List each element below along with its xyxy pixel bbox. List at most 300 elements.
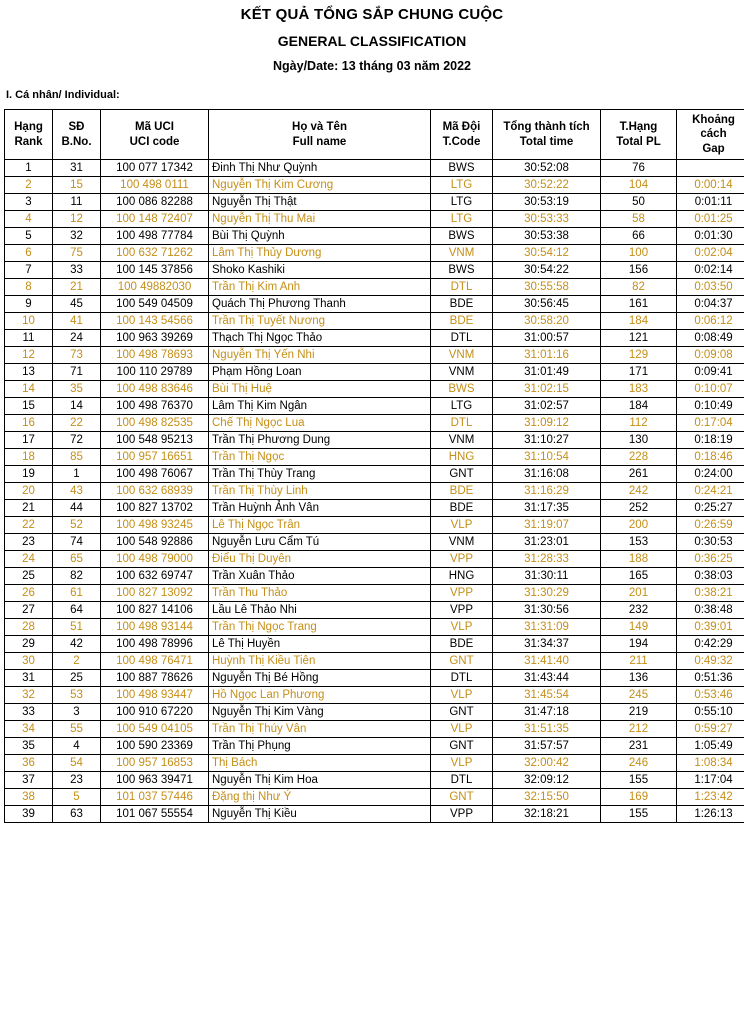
cell-total-pl: 155 [601,806,677,823]
cell-rank: 15 [5,398,53,415]
cell-gap: 0:00:14 [677,177,744,194]
cell-rank: 37 [5,772,53,789]
cell-rank: 10 [5,313,53,330]
cell-team: VPP [431,585,493,602]
cell-total-time: 31:57:57 [493,738,601,755]
column-header-name-line1: Họ và Tên [292,121,347,134]
cell-total-pl: 232 [601,602,677,619]
cell-name: Trần Thị Phụng [209,738,431,755]
cell-team: BWS [431,160,493,177]
cell-bib: 25 [53,670,101,687]
cell-uci: 100 498 78693 [101,347,209,364]
cell-total-pl: 156 [601,262,677,279]
column-header-bib-line1: SĐ [68,121,85,134]
cell-team: VPP [431,806,493,823]
cell-gap: 0:39:01 [677,619,744,636]
cell-bib: 31 [53,160,101,177]
cell-total-time: 31:10:54 [493,449,601,466]
table-row [5,160,744,177]
cell-total-pl: 169 [601,789,677,806]
cell-total-pl: 129 [601,347,677,364]
column-header-total-pl-line1: T.Hạng [619,121,658,134]
column-header-rank-line2: Rank [14,135,43,148]
cell-uci: 100 498 83646 [101,381,209,398]
cell-rank: 1 [5,160,53,177]
cell-uci: 100 145 37856 [101,262,209,279]
cell-name: Trần Thị Thùy Linh [209,483,431,500]
cell-rank: 17 [5,432,53,449]
cell-team: VNM [431,245,493,262]
cell-rank: 12 [5,347,53,364]
cell-total-time: 31:23:01 [493,534,601,551]
cell-total-time: 31:10:27 [493,432,601,449]
cell-team: BDE [431,636,493,653]
cell-rank: 18 [5,449,53,466]
cell-name: Thị Bách [209,755,431,772]
cell-team: DTL [431,330,493,347]
cell-name: Nguyễn Thị Kiều [209,806,431,823]
cell-name: Trần Thị Thùy Trang [209,466,431,483]
cell-bib: 42 [53,636,101,653]
cell-rank: 36 [5,755,53,772]
cell-name: Trần Huỳnh Ảnh Vân [209,500,431,517]
cell-rank: 3 [5,194,53,211]
cell-total-time: 31:43:44 [493,670,601,687]
table-body [5,160,744,823]
cell-uci: 100 887 78626 [101,670,209,687]
cell-total-pl: 136 [601,670,677,687]
cell-total-pl: 194 [601,636,677,653]
cell-name: Shoko Kashiki [209,262,431,279]
cell-name: Trần Xuân Thảo [209,568,431,585]
cell-total-time: 30:53:19 [493,194,601,211]
cell-total-time: 31:02:15 [493,381,601,398]
cell-uci: 100 110 29789 [101,364,209,381]
cell-bib: 32 [53,228,101,245]
cell-total-pl: 252 [601,500,677,517]
cell-total-time: 30:55:58 [493,279,601,296]
cell-total-time: 31:41:40 [493,653,601,670]
cell-total-pl: 261 [601,466,677,483]
cell-gap: 0:25:27 [677,500,744,517]
cell-rank: 14 [5,381,53,398]
cell-total-pl: 100 [601,245,677,262]
cell-uci: 100 548 95213 [101,432,209,449]
cell-total-pl: 184 [601,313,677,330]
cell-rank: 11 [5,330,53,347]
cell-total-pl: 165 [601,568,677,585]
cell-team: GNT [431,704,493,721]
cell-bib: 55 [53,721,101,738]
cell-gap: 0:08:49 [677,330,744,347]
cell-gap: 0:09:41 [677,364,744,381]
cell-bib: 23 [53,772,101,789]
cell-total-time: 31:17:35 [493,500,601,517]
table-row [5,381,744,398]
cell-team: BDE [431,296,493,313]
column-header-time-line1: Tổng thành tích [503,121,590,134]
cell-name: Lầu Lê Thảo Nhi [209,602,431,619]
table-row [5,177,744,194]
cell-bib: 35 [53,381,101,398]
cell-bib: 4 [53,738,101,755]
cell-uci: 100 590 23369 [101,738,209,755]
cell-team: BDE [431,313,493,330]
cell-total-time: 31:30:56 [493,602,601,619]
cell-bib: 82 [53,568,101,585]
cell-name: Điểu Thị Duyên [209,551,431,568]
cell-total-time: 31:47:18 [493,704,601,721]
cell-uci: 100 963 39471 [101,772,209,789]
cell-bib: 1 [53,466,101,483]
cell-bib: 22 [53,415,101,432]
table-row [5,262,744,279]
cell-rank: 32 [5,687,53,704]
column-header-gap-line2: cách [700,128,727,141]
table-row [5,534,744,551]
cell-name: Phạm Hồng Loan [209,364,431,381]
cell-team: LTG [431,177,493,194]
table-row [5,721,744,738]
cell-uci: 100 632 71262 [101,245,209,262]
cell-total-time: 32:18:21 [493,806,601,823]
cell-total-pl: 212 [601,721,677,738]
cell-uci: 100 549 04509 [101,296,209,313]
table-row [5,687,744,704]
cell-gap: 0:03:50 [677,279,744,296]
cell-uci: 100 827 14106 [101,602,209,619]
cell-rank: 27 [5,602,53,619]
cell-team: VLP [431,755,493,772]
cell-total-pl: 228 [601,449,677,466]
cell-bib: 43 [53,483,101,500]
column-header-team-line1: Mã Đội [442,121,481,134]
cell-team: VLP [431,721,493,738]
cell-bib: 2 [53,653,101,670]
cell-bib: 72 [53,432,101,449]
cell-gap: 0:42:29 [677,636,744,653]
cell-rank: 24 [5,551,53,568]
table-row [5,551,744,568]
cell-rank: 5 [5,228,53,245]
cell-team: VLP [431,687,493,704]
document-date: Ngày/Date: 13 tháng 03 năm 2022 [273,59,471,73]
cell-team: VNM [431,347,493,364]
table-row [5,653,744,670]
cell-name: Quách Thị Phương Thanh [209,296,431,313]
cell-uci: 100 827 13702 [101,500,209,517]
cell-name: Đặng thị Như Ý [209,789,431,806]
cell-bib: 12 [53,211,101,228]
cell-team: VNM [431,432,493,449]
cell-rank: 25 [5,568,53,585]
cell-name: Lê Thị Huyền [209,636,431,653]
cell-name: Nguyễn Thị Bé Hồng [209,670,431,687]
cell-team: VLP [431,619,493,636]
table-row [5,772,744,789]
cell-rank: 8 [5,279,53,296]
table-row [5,789,744,806]
cell-team: BDE [431,500,493,517]
column-header-total-pl [601,110,677,160]
cell-total-pl: 200 [601,517,677,534]
cell-bib: 5 [53,789,101,806]
cell-gap: 0:10:07 [677,381,744,398]
cell-total-time: 31:51:35 [493,721,601,738]
cell-rank: 16 [5,415,53,432]
cell-rank: 29 [5,636,53,653]
cell-uci: 100 148 72407 [101,211,209,228]
cell-total-pl: 153 [601,534,677,551]
cell-name: Hồ Ngọc Lan Phương [209,687,431,704]
cell-name: Đinh Thị Như Quỳnh [209,160,431,177]
cell-bib: 14 [53,398,101,415]
column-header-team [431,110,493,160]
cell-total-time: 31:45:54 [493,687,601,704]
cell-uci: 100 077 17342 [101,160,209,177]
cell-total-time: 30:53:38 [493,228,601,245]
cell-total-time: 31:30:29 [493,585,601,602]
column-header-uci [101,110,209,160]
cell-total-pl: 245 [601,687,677,704]
cell-bib: 52 [53,517,101,534]
cell-total-time: 31:31:09 [493,619,601,636]
cell-name: Nguyễn Thị Kim Vàng [209,704,431,721]
cell-name: Trần Thị Tuyết Nương [209,313,431,330]
cell-total-pl: 219 [601,704,677,721]
cell-uci: 100 498 76471 [101,653,209,670]
cell-gap: 0:06:12 [677,313,744,330]
document-header [0,0,744,73]
cell-total-time: 32:09:12 [493,772,601,789]
table-row [5,806,744,823]
cell-rank: 30 [5,653,53,670]
cell-gap: 0:24:21 [677,483,744,500]
column-header-name-line2: Full name [292,135,347,148]
cell-name: Bùi Thị Quỳnh [209,228,431,245]
cell-total-pl: 155 [601,772,677,789]
table-row [5,211,744,228]
table-row [5,347,744,364]
cell-rank: 38 [5,789,53,806]
table-row [5,517,744,534]
cell-uci: 100 086 82288 [101,194,209,211]
column-header-total-pl-line2: Total PL [616,135,661,148]
cell-name: Trần Thị Ngọc Trang [209,619,431,636]
column-header-uci-line1: Mã UCI [135,121,174,134]
cell-team: GNT [431,466,493,483]
cell-name: Trần Thị Ngọc [209,449,431,466]
cell-name: Nguyễn Thị Kim Hoa [209,772,431,789]
cell-gap: 0:02:14 [677,262,744,279]
cell-total-time: 31:16:08 [493,466,601,483]
page-title-en: GENERAL CLASSIFICATION [277,33,467,49]
table-row [5,619,744,636]
table-row [5,330,744,347]
cell-rank: 19 [5,466,53,483]
cell-gap: 0:10:49 [677,398,744,415]
cell-team: BWS [431,262,493,279]
table-row [5,449,744,466]
cell-uci: 100 963 39269 [101,330,209,347]
table-header [5,110,744,160]
cell-rank: 39 [5,806,53,823]
cell-total-time: 30:54:12 [493,245,601,262]
cell-gap: 0:09:08 [677,347,744,364]
cell-gap: 1:05:49 [677,738,744,755]
cell-gap: 0:18:19 [677,432,744,449]
column-header-rank-line1: Hạng [14,121,43,134]
cell-total-pl: 104 [601,177,677,194]
cell-gap: 0:36:25 [677,551,744,568]
cell-total-time: 31:16:29 [493,483,601,500]
results-table [4,109,744,823]
cell-gap: 0:51:36 [677,670,744,687]
cell-uci: 100 548 92886 [101,534,209,551]
cell-gap: 0:01:11 [677,194,744,211]
cell-total-time: 31:01:49 [493,364,601,381]
cell-bib: 15 [53,177,101,194]
cell-team: BWS [431,228,493,245]
cell-uci: 100 498 76067 [101,466,209,483]
table-row [5,500,744,517]
cell-bib: 33 [53,262,101,279]
cell-total-time: 30:56:45 [493,296,601,313]
cell-rank: 31 [5,670,53,687]
cell-name: Trần Thị Phương Dung [209,432,431,449]
table-row [5,279,744,296]
section-label-individual: I. Cá nhân/ Individual: [6,89,120,101]
cell-total-pl: 183 [601,381,677,398]
cell-name: Nguyễn Thị Thật [209,194,431,211]
cell-gap: 0:38:21 [677,585,744,602]
cell-gap: 1:26:13 [677,806,744,823]
cell-bib: 65 [53,551,101,568]
cell-bib: 74 [53,534,101,551]
cell-gap: 0:53:46 [677,687,744,704]
cell-total-pl: 188 [601,551,677,568]
cell-uci: 101 067 55554 [101,806,209,823]
cell-uci: 100 957 16651 [101,449,209,466]
cell-team: VPP [431,602,493,619]
cell-uci: 100 498 79000 [101,551,209,568]
cell-uci: 100 498 93144 [101,619,209,636]
cell-uci: 101 037 57446 [101,789,209,806]
cell-bib: 53 [53,687,101,704]
cell-bib: 3 [53,704,101,721]
cell-total-pl: 50 [601,194,677,211]
table-row [5,228,744,245]
table-header-row [5,110,744,160]
cell-rank: 23 [5,534,53,551]
cell-team: LTG [431,211,493,228]
cell-bib: 64 [53,602,101,619]
cell-uci: 100 910 67220 [101,704,209,721]
table-row [5,483,744,500]
cell-team: HNG [431,449,493,466]
cell-total-time: 31:00:57 [493,330,601,347]
cell-uci: 100 498 82535 [101,415,209,432]
cell-uci: 100 49882030 [101,279,209,296]
cell-bib: 61 [53,585,101,602]
column-header-name [209,110,431,160]
cell-total-time: 31:01:16 [493,347,601,364]
cell-bib: 54 [53,755,101,772]
cell-rank: 22 [5,517,53,534]
cell-total-time: 30:58:20 [493,313,601,330]
cell-total-pl: 184 [601,398,677,415]
cell-gap: 0:24:00 [677,466,744,483]
cell-team: GNT [431,738,493,755]
table-row [5,194,744,211]
cell-uci: 100 549 04105 [101,721,209,738]
cell-rank: 9 [5,296,53,313]
cell-total-pl: 130 [601,432,677,449]
table-row [5,398,744,415]
cell-bib: 85 [53,449,101,466]
cell-rank: 2 [5,177,53,194]
cell-name: Thạch Thị Ngọc Thảo [209,330,431,347]
cell-gap: 0:38:03 [677,568,744,585]
table-row [5,364,744,381]
cell-total-pl: 82 [601,279,677,296]
cell-team: DTL [431,279,493,296]
cell-name: Bùi Thị Huệ [209,381,431,398]
cell-team: VLP [431,517,493,534]
cell-rank: 20 [5,483,53,500]
cell-bib: 75 [53,245,101,262]
cell-name: Huỳnh Thị Kiều Tiên [209,653,431,670]
column-header-time-line2: Total time [519,135,574,148]
cell-name: Lâm Thị Thủy Dương [209,245,431,262]
cell-rank: 28 [5,619,53,636]
column-header-uci-line2: UCI code [129,135,180,148]
cell-uci: 100 632 68939 [101,483,209,500]
cell-name: Trần Thu Thảo [209,585,431,602]
cell-total-time: 32:00:42 [493,755,601,772]
cell-rank: 7 [5,262,53,279]
cell-gap: 0:17:04 [677,415,744,432]
cell-team: VNM [431,364,493,381]
cell-name: Trần Thị Kim Anh [209,279,431,296]
cell-rank: 21 [5,500,53,517]
cell-team: DTL [431,772,493,789]
cell-name: Nguyễn Lưu Cẩm Tú [209,534,431,551]
table-row [5,466,744,483]
cell-uci: 100 143 54566 [101,313,209,330]
cell-rank: 26 [5,585,53,602]
table-row [5,738,744,755]
cell-bib: 41 [53,313,101,330]
cell-gap: 0:26:59 [677,517,744,534]
table-row [5,296,744,313]
cell-gap: 0:59:27 [677,721,744,738]
cell-total-time: 30:52:22 [493,177,601,194]
cell-total-pl: 66 [601,228,677,245]
cell-uci: 100 498 76370 [101,398,209,415]
table-row [5,636,744,653]
cell-uci: 100 957 16853 [101,755,209,772]
cell-team: BDE [431,483,493,500]
cell-rank: 13 [5,364,53,381]
cell-team: GNT [431,789,493,806]
table-row [5,245,744,262]
cell-total-time: 31:34:37 [493,636,601,653]
cell-bib: 11 [53,194,101,211]
cell-name: Trần Thị Thúy Vân [209,721,431,738]
cell-total-time: 31:28:33 [493,551,601,568]
cell-gap: 1:08:34 [677,755,744,772]
